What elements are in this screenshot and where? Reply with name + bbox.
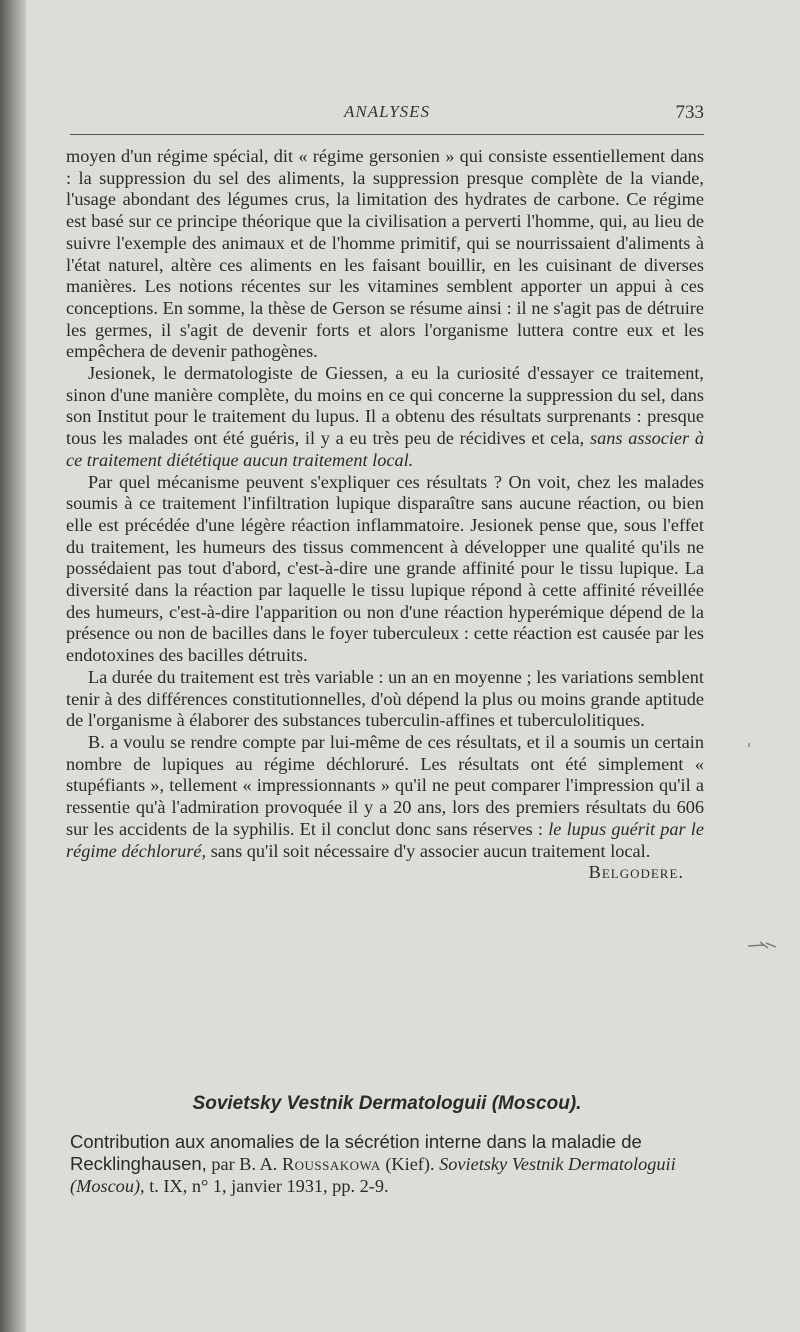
article-title: Contribution aux anomalies de la sécrétion interne dans la maladie de Recklinghausen, bbox=[70, 1131, 642, 1174]
book-spine-shadow bbox=[0, 0, 26, 1332]
text-run: Par quel mécanisme peuvent s'expliquer ces résultats ? On voit, chez les malades soumis à ce traitement l'infiltration lupique disparaître sans aucune réaction, ou bien elle est précédée d'une légère réaction inflammatoire. Jesionek pense que, sous l'effet du traitement, les humeurs des tissus commencent à développer une qualité qu'ils ne possédaient pas tout d'abord, c'est-à-dire une grande affinité pour le tissu lupique. La diversité dans la réaction par laquelle le tissu lupique répond à cette affinité réveillée des humeurs, c'est-à-dire l'apparition ou non d'une réaction hyperémique dépend de la présence ou non de bacilles dans le foyer tuberculeux : cette réaction est causée par les endotoxines des bacilles détruits. bbox=[66, 471, 704, 666]
italic-run: sans associer à ce traitement diététique aucun traitement local. bbox=[66, 428, 704, 470]
text-run: sans qu'il soit nécessaire d'y associer aucun traitement local. bbox=[206, 840, 651, 861]
text-run: Jesionek, le dermatologiste de Giessen, a eu la curiosité d'essayer ce traitement, sinon d'une manière complète, du moins en ce qui concerne la suppression du sel, dans son Institut pour le traitement du lupus. Il a obtenu des résultats surprenants : presque tous les malades ont été guéris, il y a eu très peu de récidives et cela, bbox=[66, 363, 704, 449]
margin-mark-icon bbox=[746, 940, 778, 952]
paper-speck bbox=[748, 743, 750, 747]
paragraph-p1 bbox=[66, 146, 704, 363]
article-by: par B. A. bbox=[206, 1154, 282, 1174]
author-signature: Belgodere. bbox=[588, 862, 684, 883]
article-citation: t. IX, n° 1, janvier 1931, pp. 2-9. bbox=[144, 1176, 389, 1196]
paragraph-p3 bbox=[66, 472, 704, 667]
article-body bbox=[66, 146, 704, 884]
text-run: B. a voulu se rendre compte par lui-même de ces résultats, et il a soumis un certain nombre de lupiques au régime déchloruré. Les résultats ont été simplement « stupéfiants », tellement « impressionnants » qu'il ne peut comparer l'impression qu'il a ressentie qu'à l'admiration provoquée il y a 20 ans, lors des premiers résultats du 606 sur les accidents de la syphilis. Et il conclut donc sans réserves : bbox=[66, 731, 704, 839]
article-city: (Kief). bbox=[380, 1154, 440, 1174]
text-run: moyen d'un régime spécial, dit « régime gersonien » qui consiste essentiellement dans : la suppression du sel des aliments, la suppression presque complète de la viande, l'usage abondant des légumes crus, la limitation des hydrates de carbone. Ce régime est basé sur ce principe théorique que la civilisation a perverti l'homme, qui, au lieu de suivre l'exemple des animaux et de l'homme primitif, qui se nourrissaient d'aliments à l'état naturel, altère ces aliments en les faisant bouillir, en les cuisinant de diverses manières. Les notions récentes sur les vitamines semblent apporter un appui à ces conceptions. En somme, la thèse de Gerson se résume ainsi : il ne s'agit pas de détruire les germes, il s'agit de devenir forts et alors l'organisme luttera contre eux et les empêchera de devenir pathogènes. bbox=[66, 146, 704, 362]
article-author: Roussakowa bbox=[281, 1154, 381, 1174]
journal-heading: Sovietsky Vestnik Dermatologuii (Moscou). bbox=[192, 1093, 582, 1114]
page-header bbox=[70, 100, 704, 130]
running-head: ANALYSES bbox=[343, 102, 431, 121]
article-reference bbox=[70, 1131, 704, 1197]
paragraph-p2 bbox=[66, 363, 704, 472]
paragraph-p5 bbox=[66, 731, 704, 883]
page-number: 733 bbox=[675, 102, 704, 123]
paragraph-p4 bbox=[66, 667, 704, 732]
header-rule bbox=[70, 134, 704, 135]
article-source: Sovietsky Vestnik Dermatologuii (Moscou), bbox=[70, 1154, 676, 1196]
italic-run: le lupus guérit par le régime déchloruré, bbox=[66, 818, 704, 861]
text-run: La durée du traitement est très variable : un an en moyenne ; les variations semblent tenir à des différences constitutionnelles, d'où dépend la plus ou moins grande aptitude de l'organisme à élaborer des substances tuberculin-affines et tuberculolitiques. bbox=[66, 666, 704, 731]
